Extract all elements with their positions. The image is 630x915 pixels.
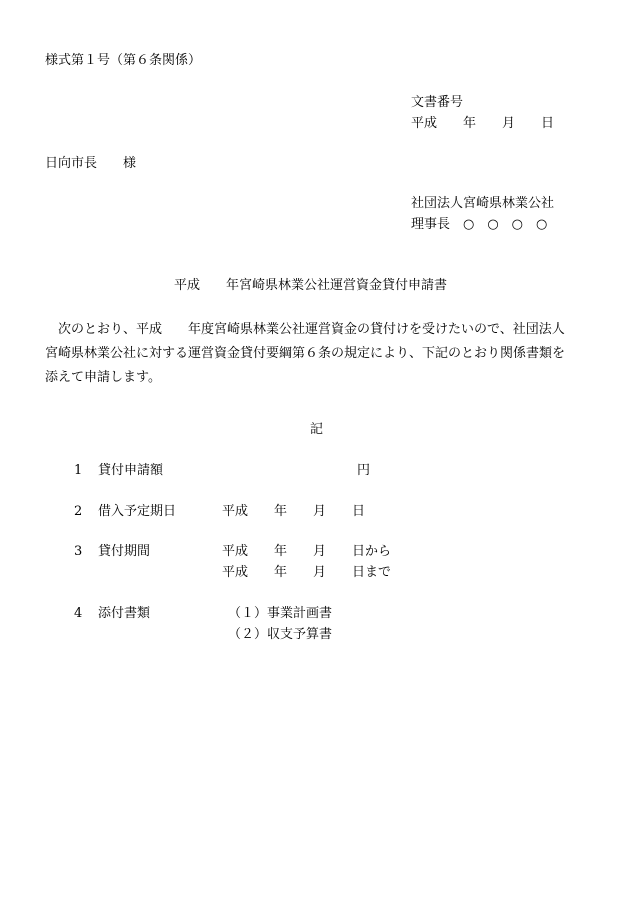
sender-organization: 社団法人宮崎県林業公社	[411, 196, 555, 211]
item-value: 平成 年 月 日まで	[222, 565, 392, 580]
sender-representative: 理事長 ○ ○ ○ ○	[411, 217, 548, 232]
attachment-item: （２）収支予算書	[228, 627, 333, 642]
form-number: 様式第１号（第６条関係）	[45, 53, 202, 68]
item-value: 平成 年 月 日から	[222, 544, 392, 559]
item-label: 借入予定期日	[98, 504, 177, 519]
item-number: 1	[74, 463, 83, 478]
item-number: 4	[74, 606, 83, 621]
addressee: 日向市長 様	[45, 156, 137, 171]
item-value: 円	[357, 463, 371, 478]
doc-number-label: 文書番号	[411, 95, 464, 110]
body-line: 次のとおり、平成 年度宮崎県林業公社運営資金の貸付けを受けたいので、社団法人	[45, 322, 565, 337]
body-line: 添えて申請します。	[45, 370, 161, 385]
document-date: 平成 年 月 日	[411, 116, 555, 131]
item-label: 貸付申請額	[98, 463, 164, 478]
body-paragraph	[45, 318, 595, 390]
item-number: 3	[74, 544, 83, 559]
item-label: 添付書類	[98, 606, 151, 621]
attachment-item: （１）事業計画書	[228, 606, 333, 621]
item-label: 貸付期間	[98, 544, 151, 559]
document-title: 平成 年宮崎県林業公社運営資金貸付申請書	[174, 278, 448, 293]
item-number: 2	[74, 504, 83, 519]
ki-heading: 記	[310, 422, 324, 437]
body-line: 宮崎県林業公社に対する運営資金貸付要綱第６条の規定により、下記のとおり関係書類を	[45, 346, 566, 361]
item-value: 平成 年 月 日	[222, 504, 366, 519]
